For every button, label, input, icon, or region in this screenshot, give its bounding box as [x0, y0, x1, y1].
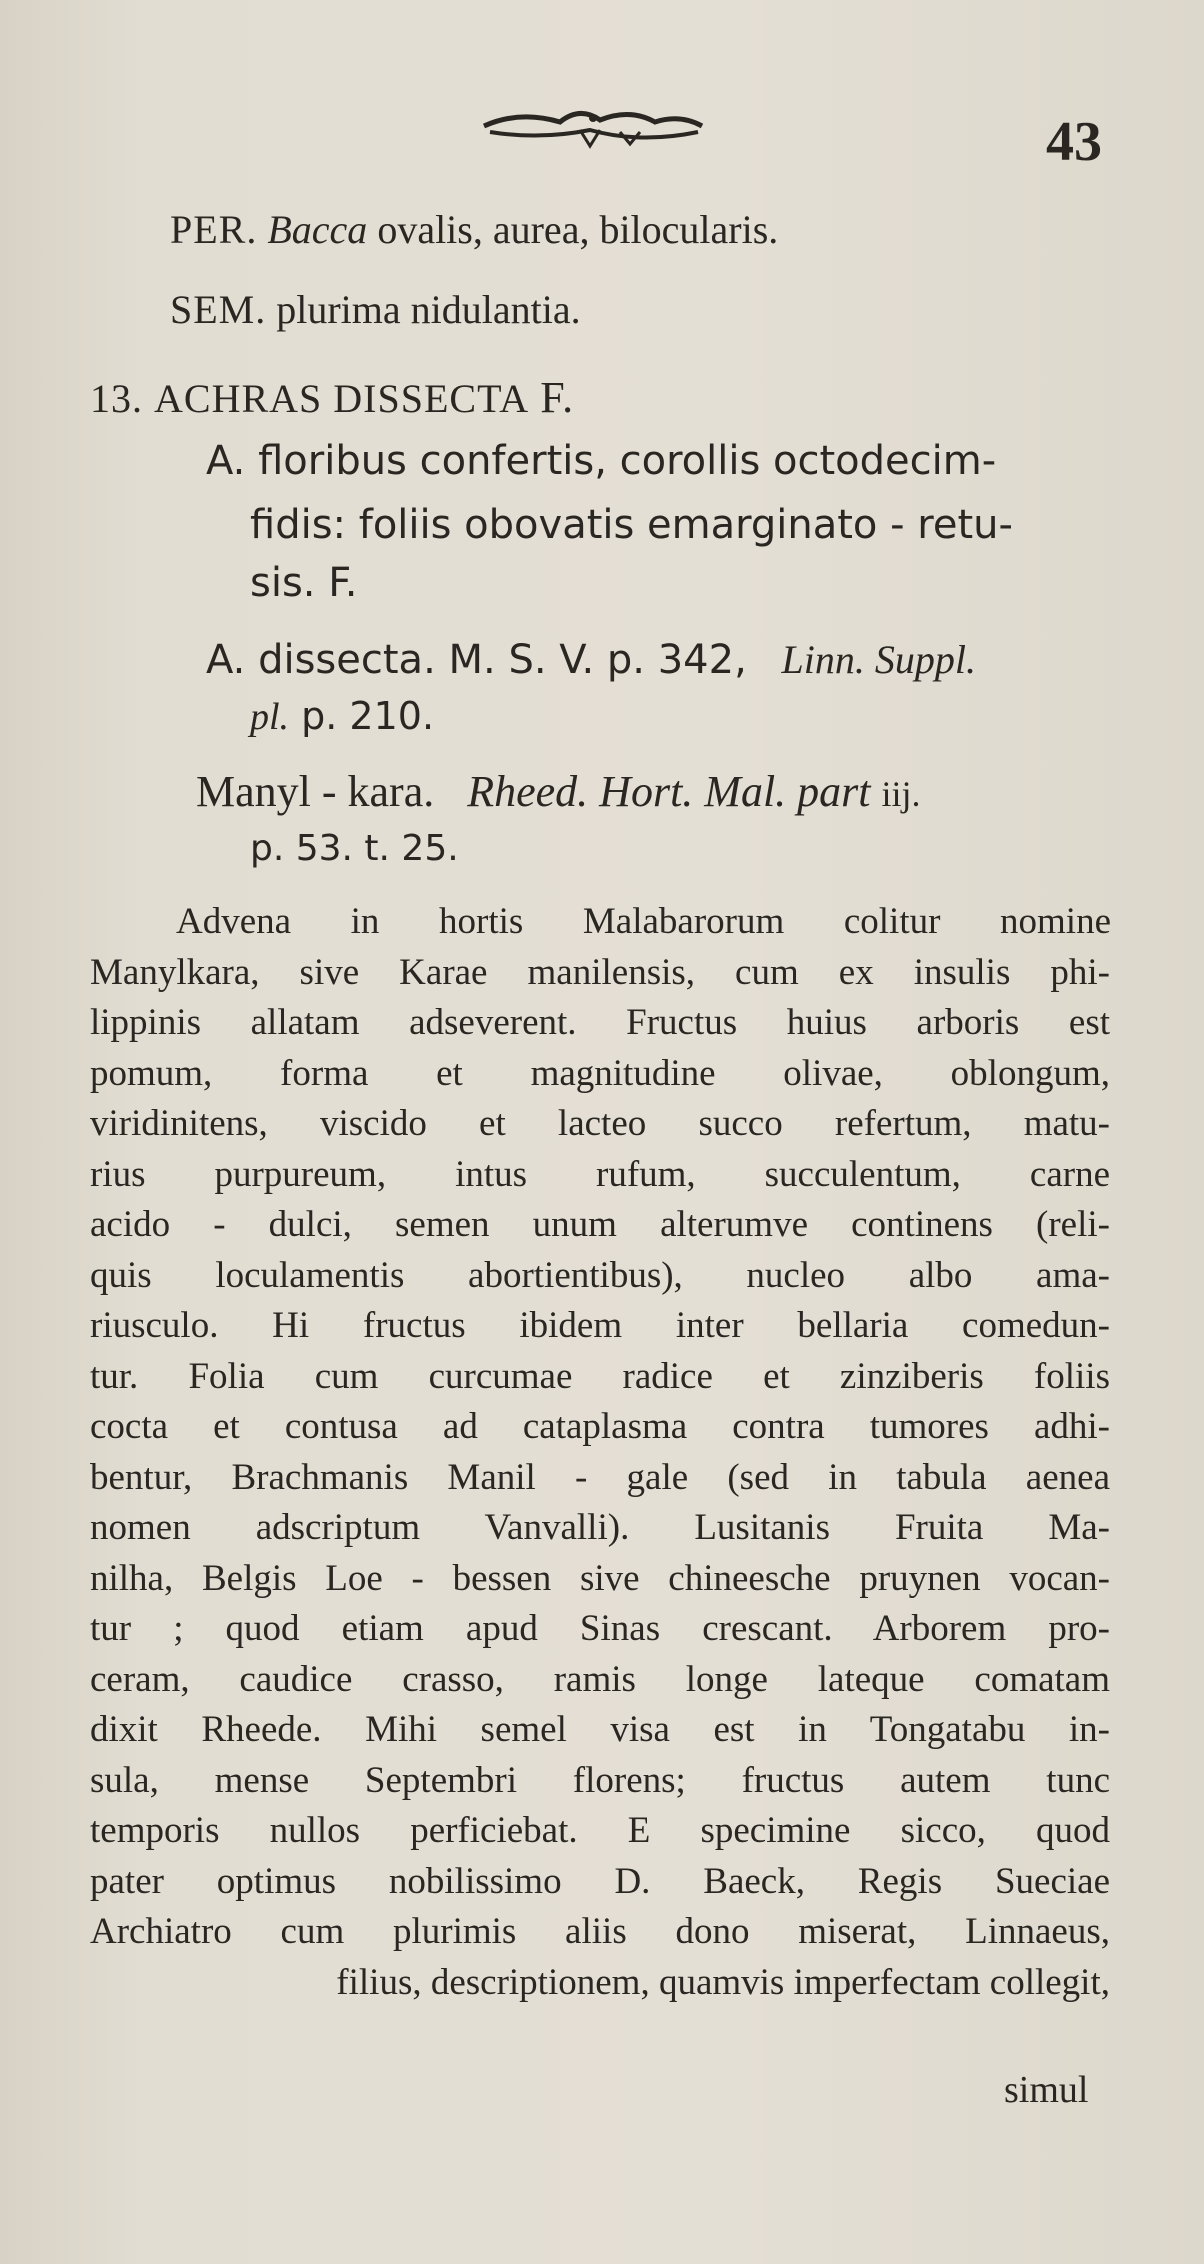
pericarp-line: [170, 206, 778, 253]
catchword: simul: [1004, 2069, 1089, 2111]
paragraph-line: quis loculamentis abortientibus), nucleo albo ama-: [90, 1255, 1110, 1296]
per-genus: Bacca: [267, 207, 368, 252]
paragraph-line: temporis nullos perficiebat. E specimine sicco, quod: [90, 1810, 1110, 1851]
synonym-2-line-2: p. 53. t. 25.: [250, 828, 459, 869]
species-name: ACHRAS DISSECTA: [154, 376, 530, 421]
synonym-1-line-2: [250, 694, 434, 739]
species-number: 13.: [90, 376, 143, 421]
synonym-2-part: iij.: [881, 774, 921, 814]
synonym-2-line-1: [196, 766, 921, 817]
paragraph-line: tur. Folia cum curcumae radice et zinziberis foliis: [90, 1356, 1110, 1397]
diagnosis-line-1: A. floribus confertis, corollis octodecim-: [206, 438, 997, 484]
paragraph-line: pomum, forma et magnitudine olivae, oblongum,: [90, 1053, 1110, 1094]
paragraph-line: bentur, Brachmanis Manil - gale (sed in tabula aenea: [90, 1457, 1110, 1498]
species-heading: [90, 372, 574, 423]
synonym-1-line-1: [206, 636, 976, 683]
page-number: 43: [1046, 111, 1102, 173]
synonym-2-name: Manyl - kara.: [196, 767, 435, 816]
paragraph-line: ceram, caudice crasso, ramis longe lateque comatam: [90, 1659, 1110, 1700]
synonym-1-page: p. 210.: [301, 694, 435, 738]
diagnosis-line-3: sis. F.: [250, 560, 358, 606]
species-author: F.: [540, 373, 575, 422]
paragraph-line: cocta et contusa ad cataplasma contra tumores adhi-: [90, 1406, 1110, 1447]
paragraph-line: Advena in hortis Malabarorum colitur nomine: [176, 901, 1111, 942]
paragraph-line: nilha, Belgis Loe - bessen sive chineesche pruynen vocan-: [90, 1558, 1110, 1599]
paragraph-line: Manylkara, sive Karae manilensis, cum ex insulis phi-: [90, 952, 1110, 993]
paragraph-line: Archiatro cum plurimis aliis dono miserat, Linnaeus,: [90, 1911, 1110, 1952]
synonym-1-ref: Linn. Suppl.: [781, 637, 976, 682]
semen-line: [170, 286, 581, 333]
sem-rest: plurima nidulantia.: [276, 287, 581, 332]
paragraph-line: filius, descriptionem, quamvis imperfectam collegit,: [336, 1962, 1110, 2003]
paragraph-line: tur ; quod etiam apud Sinas crescant. Arborem pro-: [90, 1608, 1110, 1649]
per-abbr: PER.: [170, 207, 258, 252]
sem-abbr: SEM.: [170, 287, 267, 332]
paragraph-line: nomen adscriptum Vanvalli). Lusitanis Fruita Ma-: [90, 1507, 1110, 1548]
paragraph-line: sula, mense Septembri florens; fructus autem tunc: [90, 1760, 1110, 1801]
paragraph-line: acido - dulci, semen unum alterumve continens (reli-: [90, 1204, 1110, 1245]
paragraph-line: dixit Rheede. Mihi semel visa est in Tongatabu in-: [90, 1709, 1110, 1750]
paragraph-line: rius purpureum, intus rufum, succulentum, carne: [90, 1154, 1110, 1195]
paragraph-line: riusculo. Hi fructus ibidem inter bellaria comedun-: [90, 1305, 1110, 1346]
per-rest: ovalis, aurea, bilocularis.: [377, 207, 779, 252]
synonym-1-pl: pl.: [250, 696, 290, 738]
paragraph-line: pater optimus nobilissimo D. Baeck, Regis Sueciae: [90, 1861, 1110, 1902]
synonym-2-ref: Rheed. Hort. Mal. part: [467, 767, 871, 816]
diagnosis-line-2: fidis: foliis obovatis emarginato - retu-: [250, 502, 1013, 548]
paragraph-line: lippinis allatam adseverent. Fructus huius arboris est: [90, 1002, 1110, 1043]
decorative-rule-ornament-icon: [480, 100, 706, 152]
paragraph-line: viridinitens, viscido et lacteo succo refertum, matu-: [90, 1103, 1110, 1144]
synonym-1-name: A. dissecta. M. S. V. p. 342,: [206, 637, 747, 683]
